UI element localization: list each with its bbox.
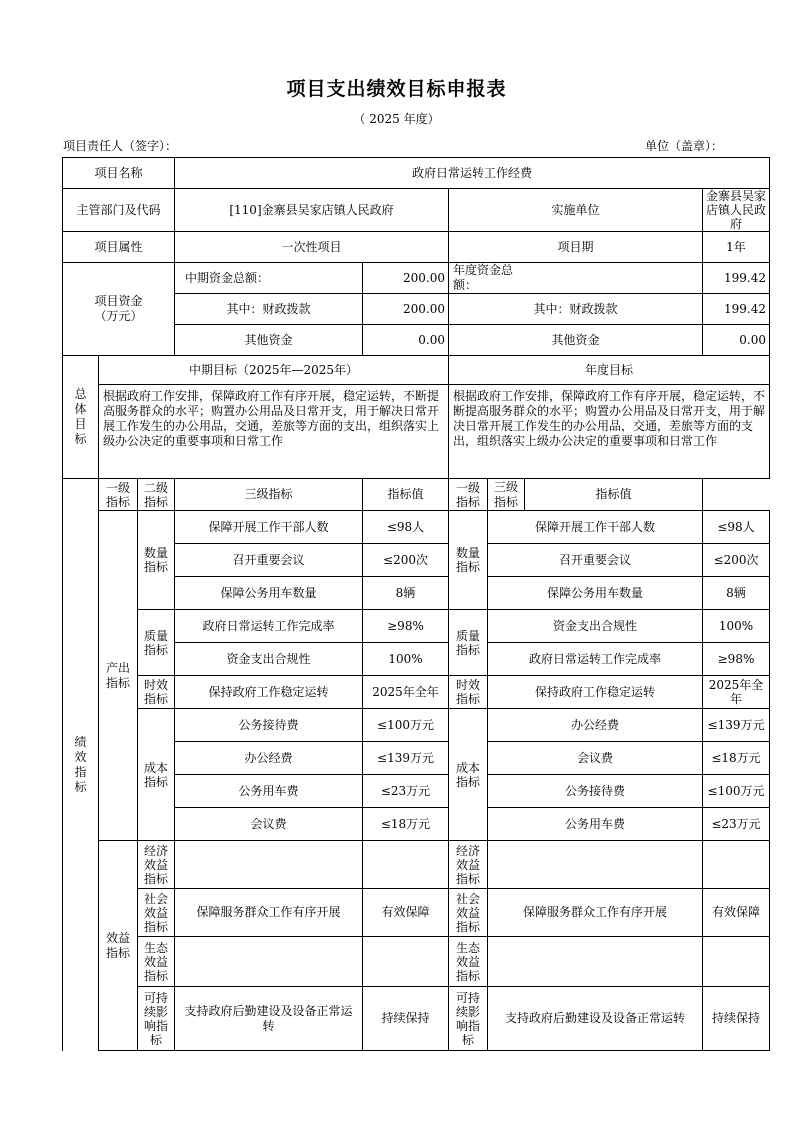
year-social-name: 保障服务群众工作有序开展 <box>488 889 703 937</box>
year-fiscal-label: 其中：财政拨款 <box>449 294 703 325</box>
year-social-value: 有效保障 <box>703 889 770 937</box>
mid-quantity-label: 数量指标 <box>138 511 175 610</box>
row-attribute <box>63 232 770 263</box>
year-quantity-name: 召开重要会议 <box>488 544 703 577</box>
mid-quality-name: 政府日常运转工作完成率 <box>175 610 363 643</box>
benefit-row <box>63 841 770 889</box>
year-cost-value: ≤18万元 <box>703 742 770 775</box>
form-table <box>62 157 770 1051</box>
mid-cost-value: ≤100万元 <box>363 709 449 742</box>
year-quantity-name: 保障开展工作干部人数 <box>488 511 703 544</box>
year-cost-value: ≤139万元 <box>703 709 770 742</box>
project-name-label: 项目名称 <box>63 158 175 189</box>
overall-goal-label: 总体目标 <box>63 356 99 479</box>
year-fiscal-value: 199.42 <box>703 294 770 325</box>
performance-indicators-label: 绩效指标 <box>63 479 99 1051</box>
mid-quantity-name: 保障开展工作干部人数 <box>175 511 363 544</box>
mid-other-value: 0.00 <box>363 325 449 356</box>
year-sustain-value: 持续保持 <box>703 987 770 1051</box>
year-eco-label: 生态效益指标 <box>449 937 488 987</box>
mid-cost-name: 办公经费 <box>175 742 363 775</box>
year-sustain-name: 支持政府后勤建设及设备正常运转 <box>488 987 703 1051</box>
impl-label: 实施单位 <box>449 189 703 232</box>
year-level3-header: 三级指标 <box>488 479 525 511</box>
row-project-name <box>63 158 770 189</box>
mid-quality-value: ≥98% <box>363 610 449 643</box>
year-cost-value: ≤23万元 <box>703 808 770 841</box>
output-indicator-label: 产出指标 <box>99 511 138 841</box>
year-goal-header: 年度目标 <box>449 356 770 385</box>
mid-quantity-value: ≤98人 <box>363 511 449 544</box>
mid-eco-value <box>363 937 449 987</box>
project-name-value: 政府日常运转工作经费 <box>175 158 770 189</box>
year-total-value: 199.42 <box>703 263 770 294</box>
mid-quantity-name: 保障公务用车数量 <box>175 577 363 610</box>
form-sheet <box>62 157 770 1051</box>
indicator-row <box>63 709 770 742</box>
benefit-indicator-label: 效益指标 <box>99 841 138 1051</box>
year-goal-text: 根据政府工作安排，保障政府工作有序开展，稳定运转，不断提高服务群众的水平；购置办公用品及日常开支，用于解决日常开展工作发生的办公用品，交通，差旅等方面的支出，组织落实上级办公决定的重要事项和日常工作 <box>449 385 770 479</box>
mid-sustain-value: 持续保持 <box>363 987 449 1051</box>
mid-quantity-name: 召开重要会议 <box>175 544 363 577</box>
year-other-label: 其他资金 <box>449 325 703 356</box>
year-eco-name <box>488 937 703 987</box>
mid-goal-header: 中期目标（2025年—2025年） <box>99 356 449 385</box>
year-time-label: 时效指标 <box>449 676 488 709</box>
year-economic-value <box>703 841 770 889</box>
year-quality-value: 100% <box>703 610 770 643</box>
mid-social-name: 保障服务群众工作有序开展 <box>175 889 363 937</box>
mid-time-value: 2025年全年 <box>363 676 449 709</box>
mid-time-label: 时效指标 <box>138 676 175 709</box>
mid-eco-name <box>175 937 363 987</box>
dept-label: 主管部门及代码 <box>63 189 175 232</box>
dept-value: [110]金寨县吴家店镇人民政府 <box>175 189 449 232</box>
year-cost-value: ≤100万元 <box>703 775 770 808</box>
row-goal-text <box>63 385 770 479</box>
year-level12-header: 一级指标 <box>449 479 488 511</box>
level2-header: 二级指标 <box>138 479 175 511</box>
level3-header: 三级指标 <box>175 479 363 511</box>
impl-value: 金寨县吴家店镇人民政府 <box>703 189 770 232</box>
row-funds-total <box>63 263 770 294</box>
mid-cost-label: 成本指标 <box>138 709 175 841</box>
year-total-label: 年度资金总额： <box>449 263 525 294</box>
mid-total-label: 中期资金总额： <box>175 263 363 294</box>
year-cost-label: 成本指标 <box>449 709 488 841</box>
mid-quantity-value: ≤200次 <box>363 544 449 577</box>
year-quantity-name: 保障公务用车数量 <box>488 577 703 610</box>
year-time-name: 保持政府工作稳定运转 <box>488 676 703 709</box>
year-quantity-value: 8辆 <box>703 577 770 610</box>
mid-economic-label: 经济效益指标 <box>138 841 175 889</box>
year-quality-value: ≥98% <box>703 643 770 676</box>
mid-economic-name <box>175 841 363 889</box>
mid-fiscal-label: 其中：财政拨款 <box>175 294 363 325</box>
mid-fiscal-value: 200.00 <box>363 294 449 325</box>
mid-sustain-name: 支持政府后勤建设及设备正常运转 <box>175 987 363 1051</box>
year-line: （ 2025 年度） <box>353 112 440 126</box>
year-other-value: 0.00 <box>703 325 770 356</box>
mid-other-label: 其他资金 <box>175 325 363 356</box>
period-value: 1年 <box>703 232 770 263</box>
year-quantity-value: ≤98人 <box>703 511 770 544</box>
mid-cost-name: 会议费 <box>175 808 363 841</box>
benefit-row <box>63 987 770 1051</box>
benefit-row <box>63 889 770 937</box>
year-cost-name: 会议费 <box>488 742 703 775</box>
year-quantity-label: 数量指标 <box>449 511 488 610</box>
year-sustain-label: 可持续影响指标 <box>449 987 488 1051</box>
year-quality-name: 资金支出合规性 <box>488 610 703 643</box>
year-time-value: 2025年全年 <box>703 676 770 709</box>
mid-eco-label: 生态效益指标 <box>138 937 175 987</box>
value-header: 指标值 <box>363 479 449 511</box>
year-cost-name: 公务接待费 <box>488 775 703 808</box>
year-cost-name: 办公经费 <box>488 709 703 742</box>
mid-cost-value: ≤139万元 <box>363 742 449 775</box>
indicator-row <box>63 511 770 544</box>
row-goal-headers <box>63 356 770 385</box>
indicator-row <box>63 610 770 643</box>
year-eco-value <box>703 937 770 987</box>
mid-quality-name: 资金支出合规性 <box>175 643 363 676</box>
mid-sustain-label: 可持续影响指标 <box>138 987 175 1051</box>
benefit-row <box>63 937 770 987</box>
attr-value: 一次性项目 <box>175 232 449 263</box>
attr-label: 项目属性 <box>63 232 175 263</box>
year-quality-label: 质量指标 <box>449 610 488 676</box>
year-quantity-value: ≤200次 <box>703 544 770 577</box>
mid-cost-name: 公务接待费 <box>175 709 363 742</box>
mid-time-name: 保持政府工作稳定运转 <box>175 676 363 709</box>
mid-cost-value: ≤23万元 <box>363 775 449 808</box>
mid-goal-text: 根据政府工作安排，保障政府工作有序开展，稳定运转，不断提高服务群众的水平；购置办公用品及日常开支，用于解决日常开展工作发生的办公用品，交通，差旅等方面的支出，组织落实上级办公决定的重要事项和日常工作 <box>99 385 449 479</box>
mid-cost-name: 公务用车费 <box>175 775 363 808</box>
row-department <box>63 189 770 232</box>
mid-total-value: 200.00 <box>363 263 449 294</box>
year-value-header: 指标值 <box>525 479 703 511</box>
year-economic-name <box>488 841 703 889</box>
mid-social-value: 有效保障 <box>363 889 449 937</box>
year-social-label: 社会效益指标 <box>449 889 488 937</box>
year-economic-label: 经济效益指标 <box>449 841 488 889</box>
funds-label: 项目资金（万元） <box>63 263 175 356</box>
mid-economic-value <box>363 841 449 889</box>
year-cost-name: 公务用车费 <box>488 808 703 841</box>
mid-quality-value: 100% <box>363 643 449 676</box>
mid-quality-label: 质量指标 <box>138 610 175 676</box>
mid-social-label: 社会效益指标 <box>138 889 175 937</box>
row-indicator-header <box>63 479 770 511</box>
period-label: 项目期 <box>449 232 703 263</box>
form-title: 项目支出绩效目标申报表 <box>286 78 507 100</box>
mid-quantity-value: 8辆 <box>363 577 449 610</box>
project-leader-sign: 项目责任人（签字）： <box>63 139 178 153</box>
indicator-row <box>63 676 770 709</box>
level1-header: 一级指标 <box>99 479 138 511</box>
year-quality-name: 政府日常运转工作完成率 <box>488 643 703 676</box>
mid-cost-value: ≤18万元 <box>363 808 449 841</box>
unit-seal: 单位（盖章）： <box>644 139 723 153</box>
